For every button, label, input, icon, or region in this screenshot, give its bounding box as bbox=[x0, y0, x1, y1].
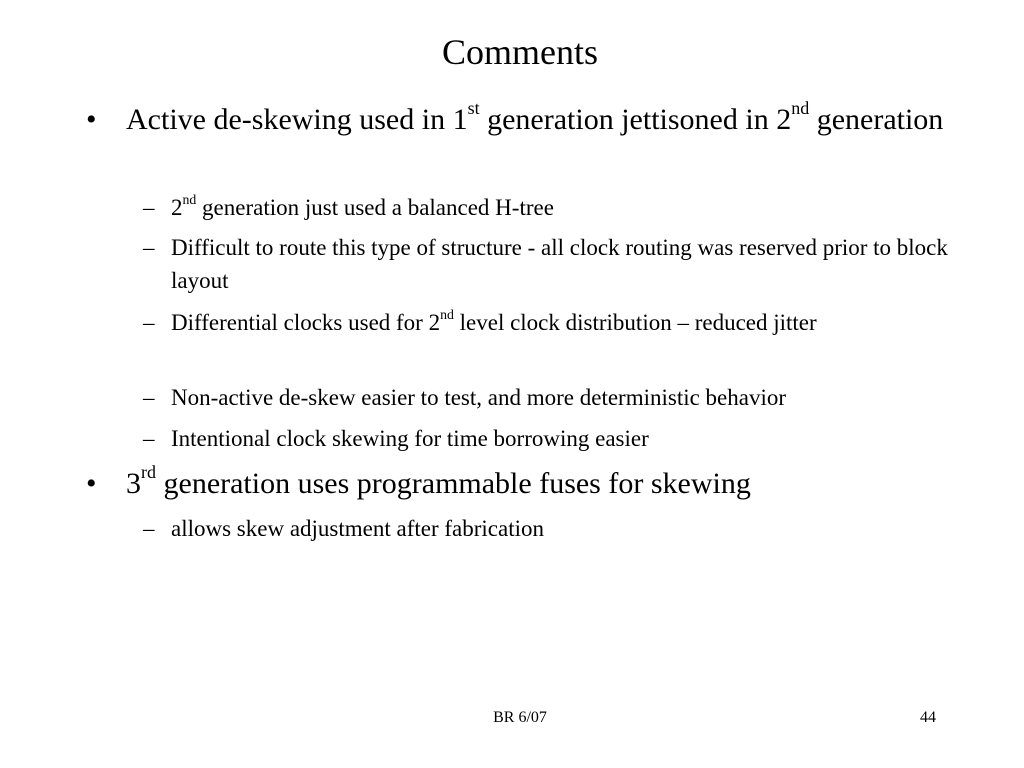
footer-date: BR 6/07 bbox=[493, 709, 547, 726]
sub-1-2-text: Difficult to route this type of structure - all clock routing was reserved prior to block layout bbox=[171, 235, 948, 293]
sub-1-1-text-b: generation just used a balanced H-tree bbox=[196, 195, 554, 220]
bullet-2-sup: rd bbox=[141, 462, 156, 483]
sub-2-1-text: allows skew adjustment after fabrication bbox=[171, 516, 544, 541]
sub-bullet-1-1 bbox=[143, 191, 971, 224]
sub-1-1-text-a: 2 bbox=[171, 195, 183, 220]
sub-1-1-sup: nd bbox=[182, 191, 197, 207]
sub-bullet-1-5 bbox=[143, 422, 971, 455]
dash-marker: – bbox=[143, 235, 155, 260]
dash-marker: – bbox=[143, 195, 155, 220]
sub-1-3-text-a: Differential clocks used for 2 bbox=[171, 310, 441, 335]
sub-bullet-1-4 bbox=[143, 381, 971, 414]
bullet-2-text-b: generation uses programmable fuses for skewing bbox=[156, 467, 751, 500]
bullet-marker: • bbox=[86, 467, 97, 500]
bullet-item-2 bbox=[86, 462, 946, 503]
page-number: 44 bbox=[920, 709, 936, 726]
sub-bullet-1-2 bbox=[143, 231, 971, 297]
sub-1-3-sup: nd bbox=[440, 306, 454, 322]
sub-1-3-text-b: level clock distribution – reduced jitter bbox=[453, 310, 817, 335]
dash-marker: – bbox=[143, 310, 155, 335]
dash-marker: – bbox=[143, 426, 155, 451]
dash-marker: – bbox=[143, 385, 155, 410]
bullet-1-text-b: generation jettisoned in 2 bbox=[479, 103, 792, 136]
slide-title: Comments bbox=[441, 32, 598, 72]
dash-marker: – bbox=[143, 516, 155, 541]
bullet-item-1 bbox=[86, 98, 946, 139]
sub-bullet-2-1 bbox=[143, 512, 971, 545]
sub-bullet-1-3 bbox=[143, 306, 971, 339]
bullet-marker: • bbox=[86, 103, 97, 136]
bullet-1-sup-a: st bbox=[467, 98, 480, 119]
bullet-1-text-a: Active de-skewing used in 1 bbox=[126, 103, 468, 136]
bullet-1-text-c: generation bbox=[809, 103, 944, 136]
bullet-1-sup-b: nd bbox=[791, 98, 810, 119]
sub-1-5-text: Intentional clock skewing for time borrowing easier bbox=[171, 426, 649, 451]
sub-1-4-text: Non-active de-skew easier to test, and more deterministic behavior bbox=[171, 385, 787, 410]
bullet-2-text-a: 3 bbox=[126, 467, 141, 500]
